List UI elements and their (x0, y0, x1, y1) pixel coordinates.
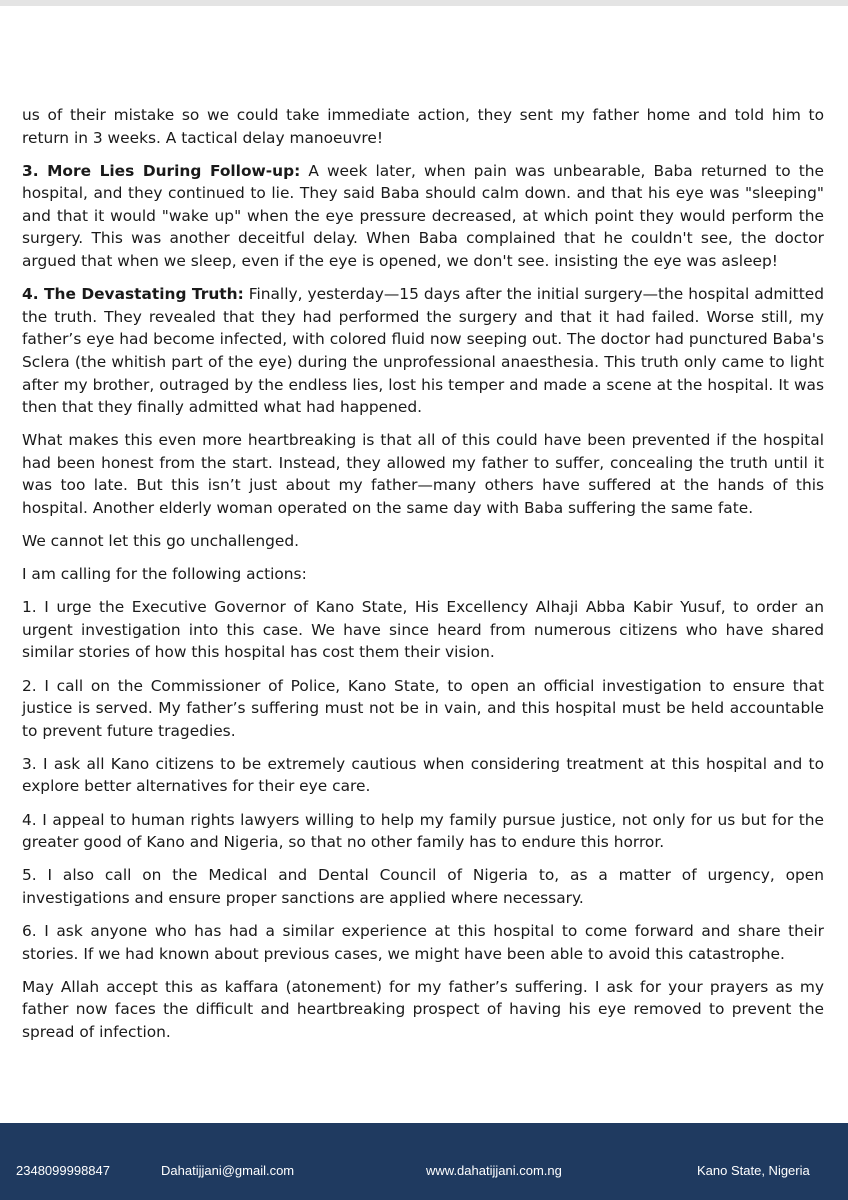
paragraph-9-text: 3. I ask all Kano citizens to be extremely cautious when considering treatment at this hospital and to explore better alternatives for their eye care. (22, 754, 824, 796)
paragraph-5 (22, 530, 824, 553)
paragraph-2 (22, 160, 824, 273)
paragraph-1 (22, 104, 824, 149)
paragraph-1-text: us of their mistake so we could take immediate action, they sent my father home and told him to return in 3 weeks. A tactical delay manoeuvre! (22, 106, 824, 147)
paragraph-4-text: What makes this even more heartbreaking is that all of this could have been prevented if the hospital had been honest from the start. Instead, they allowed my father to suffer, concealing the truth until it was too late. But this isn’t just about my father—many others have suffered at the hands of this hospital. Another elderly woman operated on the same day with Baba suffering the same fate. (22, 431, 824, 517)
footer-email: Dahatijjani@gmail.com (161, 1163, 295, 1178)
paragraph-3 (22, 283, 824, 419)
letter-body (22, 104, 824, 1054)
paragraph-8-text: 2. I call on the Commissioner of Police, Kano State, to open an official investigation to ensure that justice is served. My father’s suffering must not be in vain, and this hospital must be held accountable to prevent future tragedies. (22, 676, 824, 740)
paragraph-3-text: Finally, yesterday—15 days after the initial surgery—the hospital admitted the truth. They revealed that they had performed the surgery and that it had failed. Worse still, my father’s eye had become infected, with colored fluid now seeping out. The doctor had punctured Baba's Sclera (the whitish part of the eye) during the unprofessional anaesthesia. This truth only came to light after my brother, outraged by the endless lies, lost his temper and made a scene at the hospital. It was then that they finally admitted what had happened. (22, 285, 824, 417)
paragraph-11-text: 5. I also call on the Medical and Dental Council of Nigeria to, as a matter of urgency, open investigations and ensure proper sanctions are applied where necessary. (22, 866, 824, 907)
paragraph-10 (22, 809, 824, 854)
paragraph-10-text: 4. I appeal to human rights lawyers willing to help my family pursue justice, not only for us but for the greater good of Kano and Nigeria, so that no other family has to endure this horror. (22, 810, 824, 852)
paragraph-7 (22, 596, 824, 664)
paragraph-5-text: We cannot let this go unchallenged. (22, 532, 299, 551)
paragraph-2-text: A week later, when pain was unbearable, Baba returned to the hospital, and they continued to lie. They said Baba should calm down. and that his eye was "sleeping" and that it would "wake up" when the eye pressure decreased, at which point they would perform the surgery. This was another deceitful delay. When Baba complained that he couldn't see, the doctor argued that when we sleep, even if the eye is opened, we don't see. insisting the eye was asleep! (22, 161, 824, 271)
paragraph-6 (22, 563, 824, 586)
paragraph-13 (22, 976, 824, 1044)
paragraph-13-text: May Allah accept this as kaffara (atonement) for my father’s suffering. I ask for your prayers as my father now faces the difficult and heartbreaking prospect of having his eye removed to prevent the spread of infection. (22, 977, 824, 1041)
footer-location: Kano State, Nigeria (697, 1163, 810, 1178)
paragraph-4 (22, 429, 824, 519)
paragraph-9 (22, 753, 824, 798)
footer-website: www.dahatijjani.com.ng (426, 1163, 562, 1178)
paragraph-8 (22, 675, 824, 743)
paragraph-7-text: 1. I urge the Executive Governor of Kano State, His Excellency Alhaji Abba Kabir Yusuf, to order an urgent investigation into this case. We have since heard from numerous citizens who have shared similar stories of how this hospital has cost them their vision. (22, 598, 824, 662)
paragraph-2-lead: 3. More Lies During Follow-up: (22, 161, 301, 180)
footer-phone: 2348099998847 (16, 1163, 110, 1178)
paragraph-3-lead: 4. The Devastating Truth: (22, 285, 244, 304)
footer-bar (0, 1123, 848, 1200)
paragraph-12-text: 6. I ask anyone who has had a similar experience at this hospital to come forward and share their stories. If we had known about previous cases, we might have been able to avoid this catastrophe. (22, 921, 824, 963)
paragraph-12 (22, 920, 824, 965)
page-top-edge (0, 0, 848, 6)
paragraph-11 (22, 864, 824, 909)
paragraph-6-text: I am calling for the following actions: (22, 565, 307, 584)
